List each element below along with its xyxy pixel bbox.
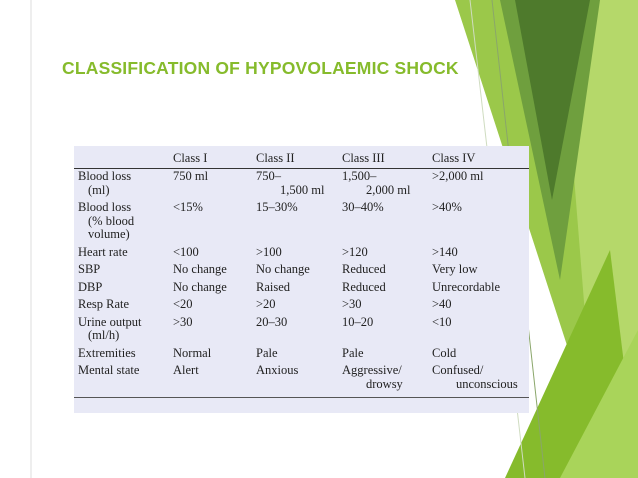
table-cell: [342, 169, 432, 201]
cell-line: >120: [342, 244, 368, 259]
header-cell: Class III: [342, 146, 432, 169]
cell-line: Very low: [432, 262, 478, 276]
table-cell: [173, 363, 256, 398]
table-cell: [173, 280, 256, 298]
table-row: [74, 315, 529, 346]
table-cell: [173, 200, 256, 245]
row-label-line: DBP: [78, 279, 103, 294]
row-label-line: Resp Rate: [78, 297, 130, 311]
classification-table-image: [74, 146, 529, 413]
cell-line: Reduced: [342, 279, 386, 294]
table-header-row: [74, 146, 529, 169]
table-cell: [432, 315, 529, 346]
table-cell: [256, 245, 342, 263]
header-cell: Class I: [173, 146, 256, 169]
cell-line: 2,000 ml: [366, 182, 411, 197]
row-label-line: (ml): [88, 182, 110, 197]
table-cell: [432, 245, 529, 263]
table-cell: [256, 169, 342, 201]
cell-line: Alert: [173, 363, 199, 377]
cell-line: >40%: [432, 200, 462, 214]
cell-line: >20: [256, 297, 276, 311]
table-cell: [256, 200, 342, 245]
row-label-line: Urine output: [78, 314, 142, 329]
table-cell: [432, 169, 529, 201]
table-cell: [256, 297, 342, 315]
cell-line: Raised: [256, 279, 291, 294]
table-row: [74, 169, 529, 201]
table-cell: [432, 297, 529, 315]
table-row: [74, 200, 529, 245]
table-row: [74, 297, 529, 315]
row-label: [74, 315, 173, 346]
row-label-line: volume): [88, 227, 130, 241]
row-label: [74, 280, 173, 298]
table-cell: [173, 169, 256, 201]
row-label-line: Blood loss: [78, 169, 132, 183]
table-cell: [173, 262, 256, 280]
cell-line: 750–: [256, 169, 281, 183]
row-label-line: SBP: [78, 262, 101, 276]
row-label: [74, 245, 173, 263]
cell-line: Reduced: [342, 262, 386, 276]
cell-line: Pale: [256, 345, 278, 360]
header-cell: Class IV: [432, 146, 529, 169]
cell-line: 30–40%: [342, 200, 384, 214]
table-row: [74, 280, 529, 298]
cell-line: >30: [342, 297, 362, 311]
table-cell: [256, 315, 342, 346]
table-cell: [256, 346, 342, 364]
row-label-line: (ml/h): [88, 328, 120, 342]
table-cell: [173, 346, 256, 364]
cell-line: Aggressive/: [342, 363, 402, 377]
cell-line: <100: [173, 244, 199, 259]
cell-line: No change: [173, 279, 227, 294]
cell-line: >100: [256, 244, 282, 259]
row-label-line: Mental state: [78, 363, 140, 377]
table-cell: [432, 200, 529, 245]
table-cell: [173, 315, 256, 346]
table-row: [74, 363, 529, 398]
table-cell: [342, 245, 432, 263]
cell-line: drowsy: [366, 376, 403, 391]
cell-line: 750 ml: [173, 169, 209, 183]
cell-line: Confused/: [432, 363, 484, 377]
table-row: [74, 245, 529, 263]
table-cell: [342, 262, 432, 280]
cell-line: 20–30: [256, 314, 288, 329]
cell-line: >40: [432, 297, 452, 311]
row-label: [74, 297, 173, 315]
header-cell: Class II: [256, 146, 342, 169]
cell-line: <15%: [173, 200, 203, 214]
cell-line: >30: [173, 314, 193, 329]
table-cell: [256, 280, 342, 298]
cell-line: Pale: [342, 345, 364, 360]
cell-line: 1,500 ml: [280, 182, 325, 197]
table-row: [74, 346, 529, 364]
cell-line: No change: [173, 262, 227, 276]
table-cell: [342, 200, 432, 245]
cell-line: <20: [173, 297, 193, 311]
row-label: [74, 363, 173, 398]
header-cell: [74, 146, 173, 169]
cell-line: >140: [432, 244, 458, 259]
table-body: [74, 169, 529, 398]
row-label: [74, 262, 173, 280]
cell-line: No change: [256, 262, 310, 276]
table-cell: [173, 245, 256, 263]
cell-line: 1,500–: [342, 169, 377, 183]
table-cell: [342, 315, 432, 346]
cell-line: Cold: [432, 345, 457, 360]
table-cell: [432, 262, 529, 280]
table-cell: [256, 363, 342, 398]
row-label: [74, 346, 173, 364]
slide-title: CLASSIFICATION OF HYPOVOLAEMIC SHOCK: [62, 58, 459, 78]
cell-line: <10: [432, 314, 452, 329]
cell-line: Normal: [173, 345, 212, 360]
table-cell: [342, 346, 432, 364]
shock-classification-table: [74, 146, 529, 398]
row-label-line: (% blood: [88, 213, 135, 228]
cell-line: 10–20: [342, 314, 374, 329]
table-cell: [342, 280, 432, 298]
table-cell: [342, 297, 432, 315]
cell-line: Unrecordable: [432, 279, 501, 294]
row-label-line: Extremities: [78, 345, 136, 360]
table-cell: [432, 363, 529, 398]
cell-line: Anxious: [256, 363, 299, 377]
table-cell: [432, 280, 529, 298]
table-cell: [342, 363, 432, 398]
table-row: [74, 262, 529, 280]
cell-line: unconscious: [456, 376, 518, 391]
row-label: [74, 200, 173, 245]
cell-line: 15–30%: [256, 200, 298, 214]
row-label-line: Blood loss: [78, 200, 132, 214]
table-cell: [173, 297, 256, 315]
table-cell: [432, 346, 529, 364]
row-label: [74, 169, 173, 201]
table-cell: [256, 262, 342, 280]
row-label-line: Heart rate: [78, 244, 128, 259]
cell-line: >2,000 ml: [432, 169, 484, 183]
